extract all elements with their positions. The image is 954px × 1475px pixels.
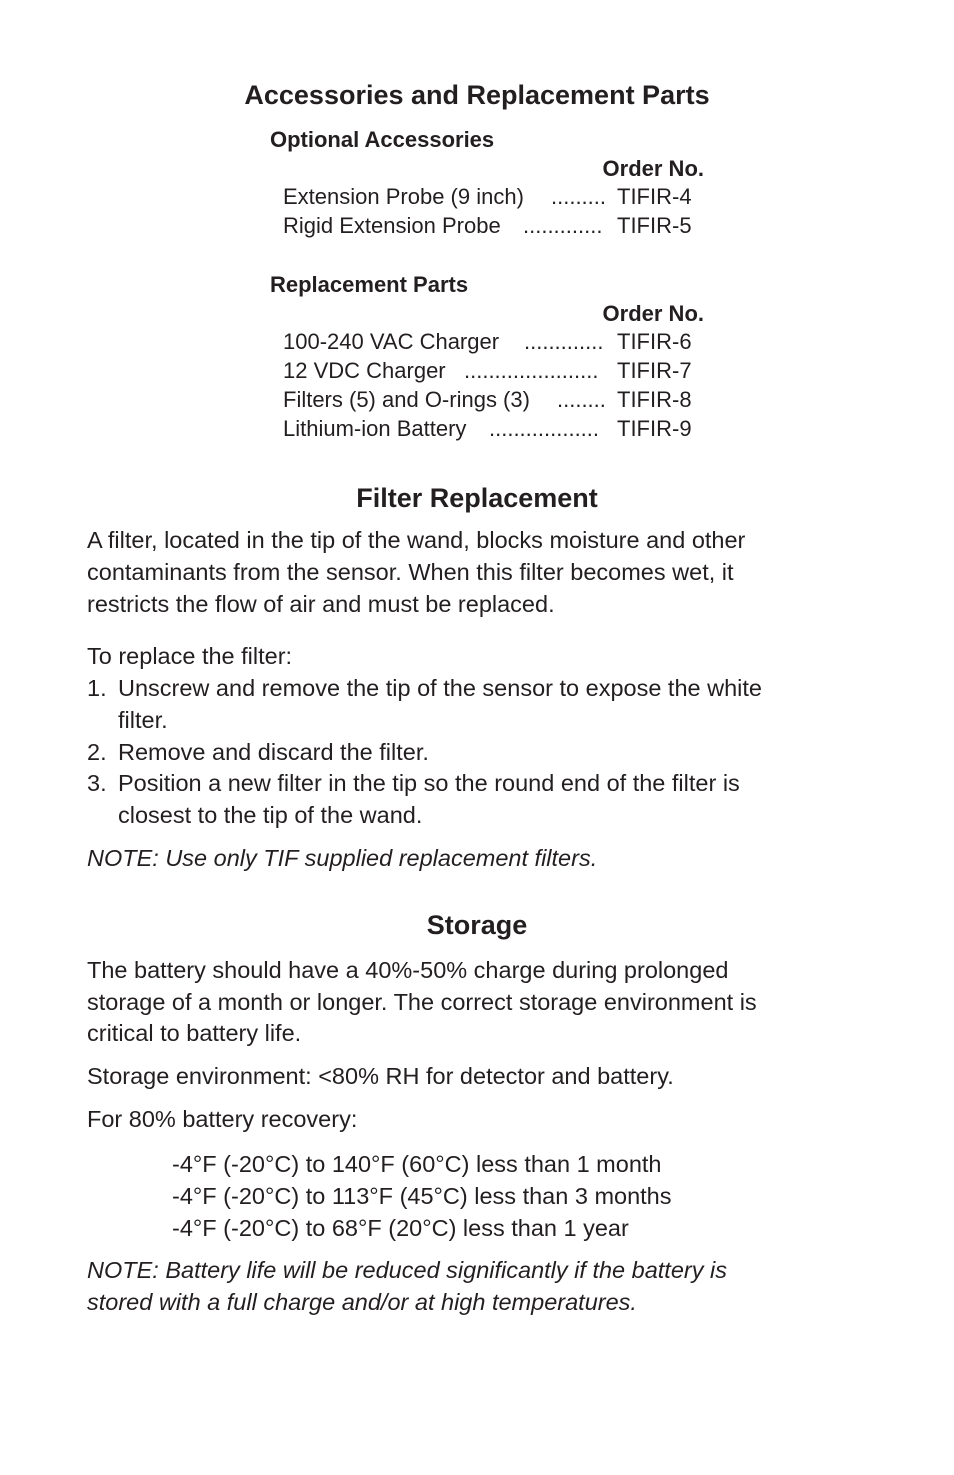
item-name: Rigid Extension Probe [283, 213, 501, 238]
item-order-number: TIFIR-5 [617, 213, 692, 238]
item-leader-dots: ...................... [464, 358, 599, 383]
step-number: 2. [87, 739, 107, 765]
storage-environment: Storage environment: <80% RH for detector and battery. [87, 1063, 674, 1089]
storage-note-line: NOTE: Battery life will be reduced significantly if the battery is [87, 1257, 727, 1283]
replacement-parts-heading: Replacement Parts [270, 272, 469, 297]
item-leader-dots: .................. [489, 416, 600, 441]
item-order-number: TIFIR-8 [617, 387, 692, 412]
item-leader-dots: ............. [524, 329, 604, 354]
item-order-number: TIFIR-4 [617, 184, 692, 209]
recovery-intro: For 80% battery recovery: [87, 1106, 358, 1132]
step-number: 1. [87, 675, 107, 701]
storage-title: Storage [426, 910, 528, 940]
filter-intro-line: A filter, located in the tip of the wand, blocks moisture and other [87, 527, 746, 553]
item-name: Extension Probe (9 inch) [283, 184, 524, 209]
item-name: Filters (5) and O-rings (3) [283, 387, 530, 412]
step-text: closest to the tip of the wand. [118, 802, 423, 828]
item-order-number: TIFIR-9 [617, 416, 692, 441]
storage-intro-line: storage of a month or longer. The correct storage environment is [87, 989, 757, 1015]
storage-intro-line: The battery should have a 40%-50% charge during prolonged [87, 957, 729, 983]
storage-note-line: stored with a full charge and/or at high temperatures. [87, 1289, 637, 1315]
filter-intro-line: restricts the flow of air and must be replaced. [87, 591, 555, 617]
temperature-range: -4°F (-20°C) to 113°F (45°C) less than 3 months [172, 1183, 672, 1209]
item-leader-dots: ........ [557, 387, 606, 412]
temperature-range: -4°F (-20°C) to 140°F (60°C) less than 1 month [172, 1151, 662, 1177]
item-name: 100-240 VAC Charger [283, 329, 500, 354]
filter-intro-line: contaminants from the sensor. When this filter becomes wet, it [87, 559, 734, 585]
step-text: filter. [118, 707, 168, 733]
steps-intro: To replace the filter: [87, 643, 293, 669]
step-text: Unscrew and remove the tip of the sensor to expose the white [118, 675, 762, 701]
optional-accessories-heading: Optional Accessories [270, 127, 495, 152]
item-leader-dots: ......... [551, 184, 607, 209]
item-name: 12 VDC Charger [283, 358, 446, 383]
storage-intro-line: critical to battery life. [87, 1020, 302, 1046]
parts-list-item [283, 184, 524, 210]
item-order-number: TIFIR-6 [617, 329, 692, 354]
step-text: Remove and discard the filter. [118, 739, 429, 765]
item-leader-dots: ............. [523, 213, 603, 238]
order-number-header: Order No. [602, 301, 704, 326]
filter-note: NOTE: Use only TIF supplied replacement filters. [87, 845, 598, 871]
page-title: Accessories and Replacement Parts [244, 80, 710, 110]
item-order-number: TIFIR-7 [617, 358, 692, 383]
step-number: 3. [87, 770, 107, 796]
filter-replacement-title: Filter Replacement [356, 483, 598, 513]
item-name: Lithium-ion Battery [283, 416, 467, 441]
order-number-header: Order No. [602, 156, 704, 181]
temperature-range: -4°F (-20°C) to 68°F (20°C) less than 1 year [172, 1215, 629, 1241]
parts-list-item [283, 213, 501, 239]
step-text: Position a new filter in the tip so the round end of the filter is [118, 770, 740, 796]
